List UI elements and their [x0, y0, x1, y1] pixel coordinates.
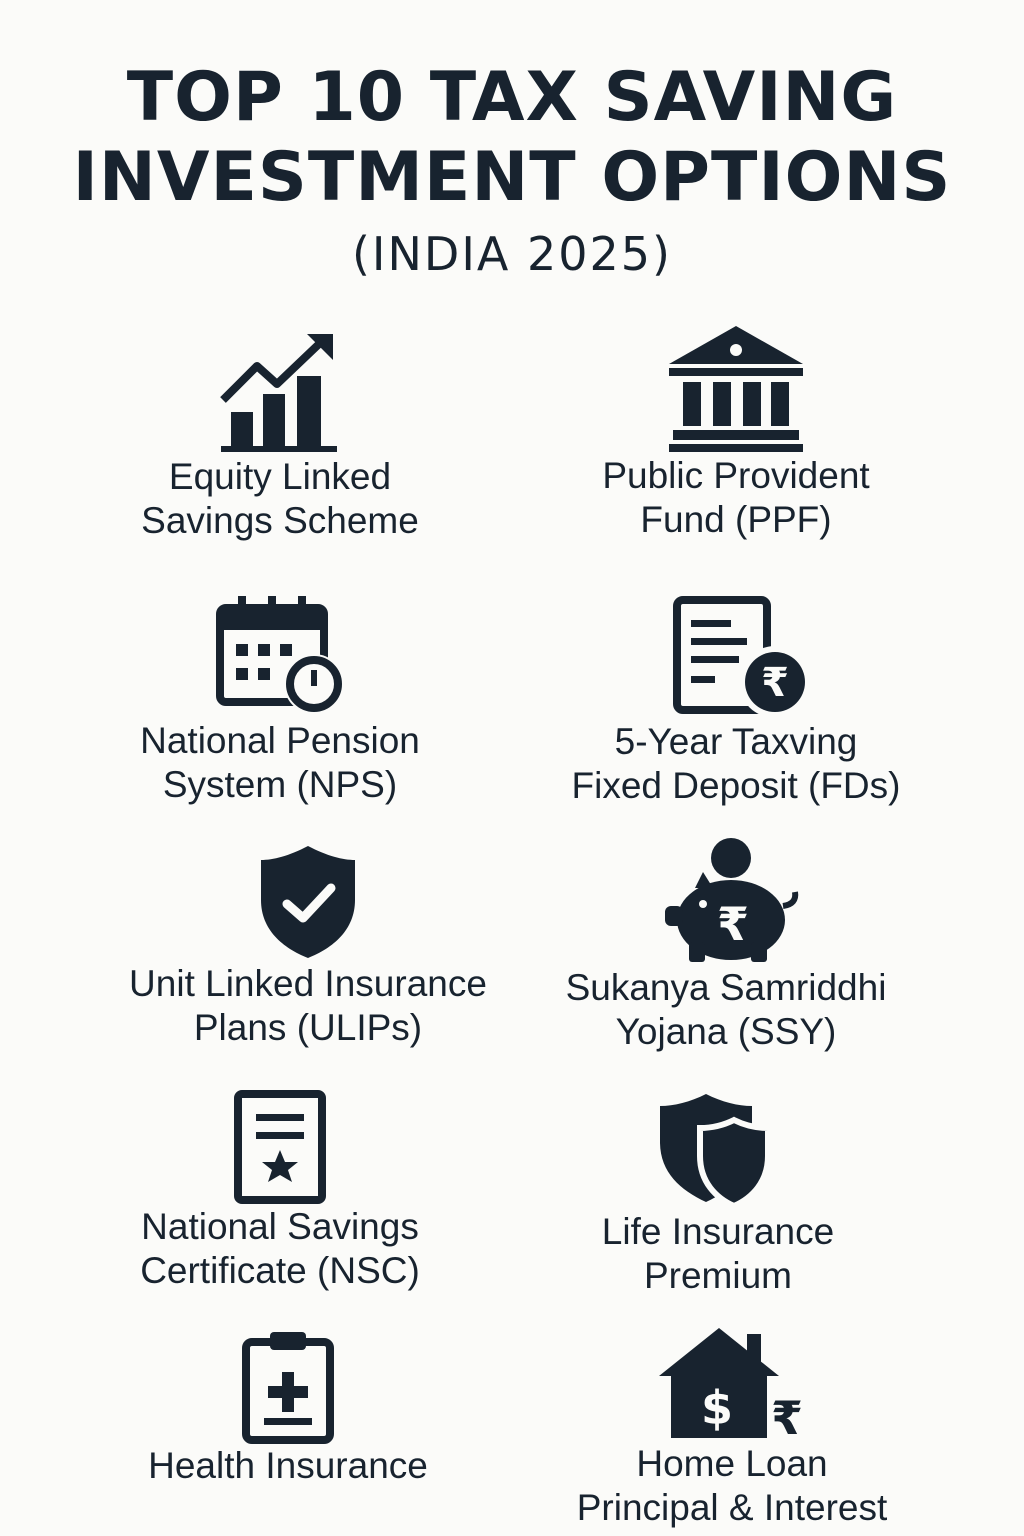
item-label: National Pension System (NPS) — [140, 720, 420, 805]
svg-text:₹: ₹ — [716, 897, 750, 951]
title-line-2: INVESTMENT OPTIONS — [72, 138, 952, 217]
item-label: 5-Year Taxving Fixed Deposit (FDs) — [571, 721, 901, 806]
growth-chart-icon — [215, 330, 345, 455]
item-fds — [526, 594, 946, 808]
svg-text:₹: ₹ — [770, 1391, 804, 1442]
item-label: Public Provident Fund (PPF) — [602, 455, 870, 540]
house-dollar-rupee-icon — [657, 1326, 807, 1442]
svg-text:₹: ₹ — [761, 660, 789, 706]
header — [0, 58, 1024, 284]
item-label: National Savings Certificate (NSC) — [140, 1206, 420, 1291]
subtitle: (INDIA 2025) — [351, 227, 672, 281]
item-nps — [70, 594, 490, 807]
item-label: Life Insurance Premium — [601, 1211, 835, 1296]
bank-building-icon — [661, 324, 811, 454]
item-nsc — [70, 1090, 490, 1293]
item-home-loan — [522, 1326, 942, 1530]
medical-clipboard-icon — [238, 1328, 338, 1444]
piggy-bank-rupee-icon — [651, 836, 801, 966]
calendar-clock-icon — [210, 594, 350, 719]
item-label: Home Loan Principal & Interest — [576, 1443, 888, 1528]
item-label: Unit Linked Insurance Plans (ULIPs) — [129, 963, 487, 1048]
item-ppf — [526, 324, 946, 542]
item-label: Equity Linked Savings Scheme — [141, 456, 419, 541]
certificate-star-icon — [230, 1090, 330, 1205]
item-health-insurance — [78, 1328, 498, 1488]
title-line-1: TOP 10 TAX SAVING — [126, 58, 898, 137]
item-life-insurance — [508, 1090, 928, 1298]
item-elss — [70, 330, 490, 543]
double-shield-icon — [648, 1090, 788, 1210]
item-label: Health Insurance — [148, 1445, 428, 1486]
item-ssy — [516, 836, 936, 1054]
document-rupee-icon — [661, 594, 811, 720]
shield-check-icon — [253, 842, 363, 962]
item-label: Sukanya Samriddhi Yojana (SSY) — [565, 967, 887, 1052]
svg-text:$: $ — [700, 1381, 734, 1435]
item-ulips — [98, 842, 518, 1050]
